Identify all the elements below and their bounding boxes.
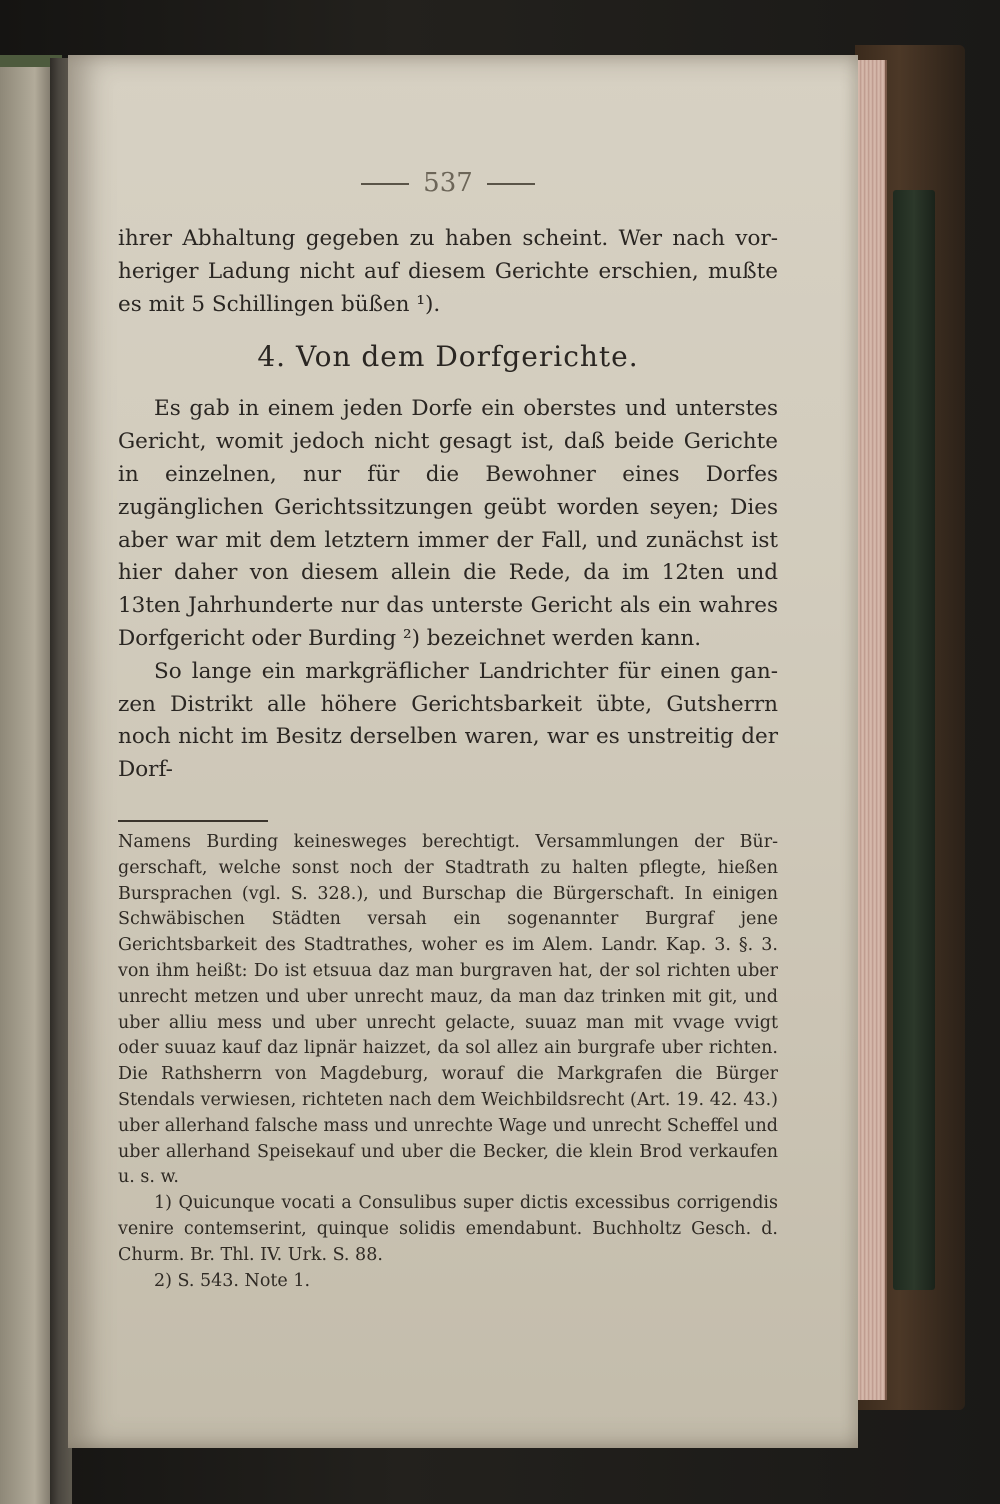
- header-rule-left: [361, 183, 409, 185]
- paragraph-continuation: ihrer Abhaltung gegeben zu haben scheint. Wer nach vorheriger Ladung nicht auf diesem Gerichte erschien, mußte es mit 5 Schillingen büßen ¹).: [118, 226, 778, 317]
- footnote-1: 1) Quicunque vocati a Consulibus super dictis excessibus corrigendis venire contemserint, quinque solidis emendabunt. Buchholtz Gesch. d. Churm. Br. Thl. IV. Urk. S. 88.: [118, 1193, 778, 1265]
- book-page: [68, 55, 858, 1448]
- paragraph: So lange ein markgräflicher Landrichter für einen ganzen Distrikt alle höhere Gerichtsbarkeit übte, Gutsherrn noch nicht im Besitz derselben waren, war es unstreitig der Dorf-: [118, 658, 778, 783]
- section-heading: 4. Von dem Dorfgerichte.: [257, 340, 639, 374]
- page-number: 537: [423, 168, 473, 198]
- footnotes: [118, 830, 778, 1294]
- page-header: [118, 165, 778, 201]
- paragraph: Es gab in einem jeden Dorfe ein oberstes und unterstes Gericht, womit jedoch nicht gesagt ist, daß beide Gerichte in einzelnen, nur für die Bewohner eines Dorfes zugänglichen Gerichtssitzungen geübt worden seyen; Dies aber war mit dem letztern immer der Fall, und zunächst ist hier daher von diesem allein die Rede, da im 12ten und 13ten Jahrhunderte nur das unterste Gericht als ein wahres Dorfgericht oder Burding ²) bezeichnet werden kann.: [118, 396, 778, 651]
- footnote-rule: [118, 820, 268, 822]
- body-text: [118, 223, 778, 787]
- header-rule-right: [487, 183, 535, 185]
- book-spine-strip: [893, 190, 935, 1290]
- footnote-continuation: Namens Burding keinesweges berechtigt. Versammlungen der Bürgerschaft, welche sonst noch der Stadtrath zu halten pflegte, hießen Bursprachen (vgl. S. 328.), und Burschap die Bürgerschaft. In einigen Schwäbischen Städten versah ein sogenannter Burgraf jene Gerichtsbarkeit des Stadtrathes, woher es im Alem. Landr. Kap. 3. §. 3. von ihm heißt: Do ist etsuua daz man burgraven hat, der sol richten uber unrecht metzen und uber unrecht mauz, da man daz trinken mit git, und uber alliu mess und uber unrecht gelacte, suuaz man mit vvage vvigt oder suuaz kauf daz lipnär haizzet, da sol allez ain burgrafe uber richten. Die Rathsherrn von Magdeburg, worauf die Markgrafen die Bürger Stendals verwiesen, richteten nach dem Weichbildsrecht (Art. 19. 42. 43.) uber allerhand falsche mass und unrechte Wage und unrecht Scheffel und uber allerhand Speisekauf und uber die Becker, die klein Brod verkaufen u. s. w.: [118, 832, 778, 1188]
- footnote-2: 2) S. 543. Note 1.: [154, 1270, 311, 1291]
